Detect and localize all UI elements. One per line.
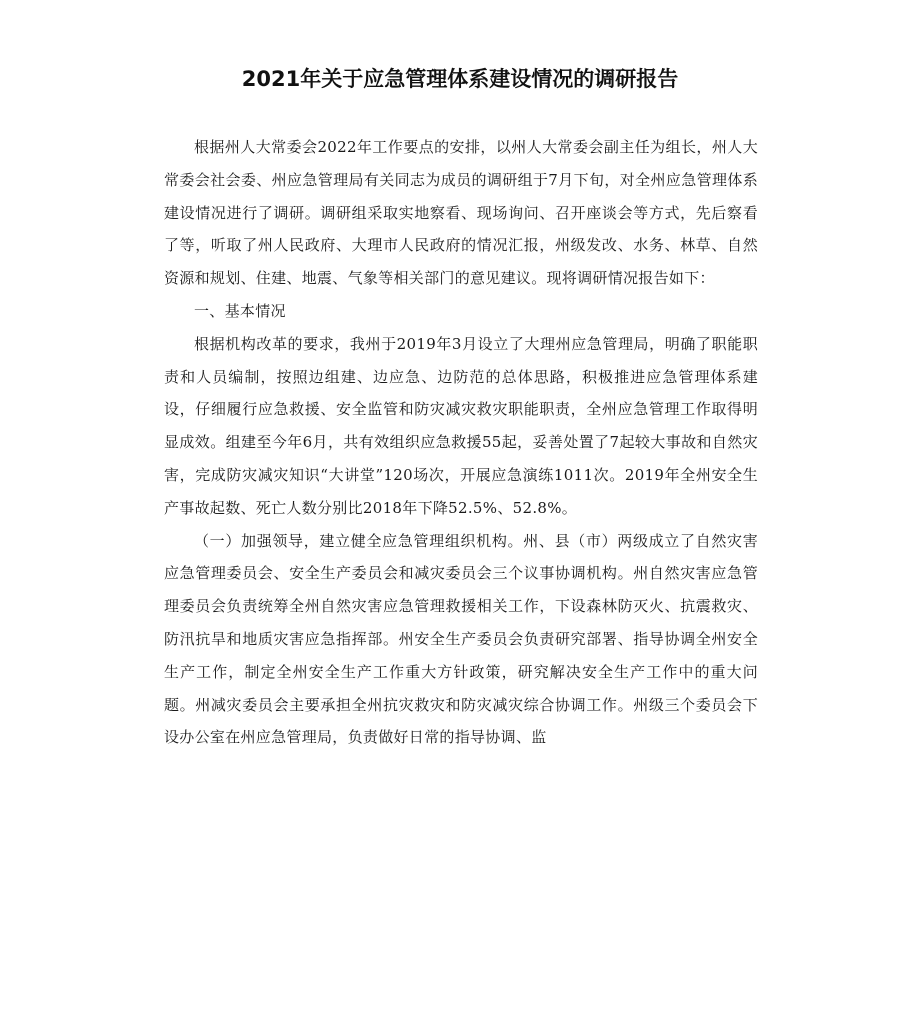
document-body bbox=[164, 131, 758, 754]
document-title: 2021年关于应急管理体系建设情况的调研报告 bbox=[241, 67, 679, 91]
paragraph-subsection-1: （一）加强领导，建立健全应急管理组织机构。州、县（市）两级成立了自然灾害应急管理委员会、安全生产委员会和减灾委员会三个议事协调机构。州自然灾害应急管理委员会负责统筹全州自然灾害应急管理救援相关工作，下设森林防灭火、抗震救灾、防汛抗旱和地质灾害应急指挥部。州安全生产委员会负责研究部署、指导协调全州安全生产工作，制定全州安全生产工作重大方针政策，研究解决安全生产工作中的重大问题。州减灾委员会主要承担全州抗灾救灾和防灾减灾综合协调工作。州级三个委员会下设办公室在州应急管理局，负责做好日常的指导协调、监 bbox=[164, 531, 758, 747]
section-heading-basic-situation: 一、基本情况 bbox=[194, 301, 286, 320]
paragraph-basic-situation: 根据机构改革的要求，我州于2019年3月设立了大理州应急管理局，明确了职能职责和人员编制，按照边组建、边应急、边防范的总体思路，积极推进应急管理体系建设，仔细履行应急救援、安全监管和防灾减灾救灾职能职责，全州应急管理工作取得明显成效。组建至今年6月，共有效组织应急救援55起，妥善处置了7起较大事故和自然灾害，完成防灾减灾知识“大讲堂”120场次，开展应急演练1011次。2019年全州安全生产事故起数、死亡人数分别比2018年下降52.5%、52.8%。 bbox=[164, 334, 758, 517]
paragraph-intro: 根据州人大常委会2022年工作要点的安排，以州人大常委会副主任为组长，州人大常委会社会委、州应急管理局有关同志为成员的调研组于7月下旬，对全州应急管理体系建设情况进行了调研。调研组采取实地察看、现场询问、召开座谈会等方式，先后察看了等，听取了州人民政府、大理市人民政府的情况汇报，州级发改、水务、林草、自然资源和规划、住建、地震、气象等相关部门的意见建议。现将调研情况报告如下： bbox=[164, 138, 758, 288]
